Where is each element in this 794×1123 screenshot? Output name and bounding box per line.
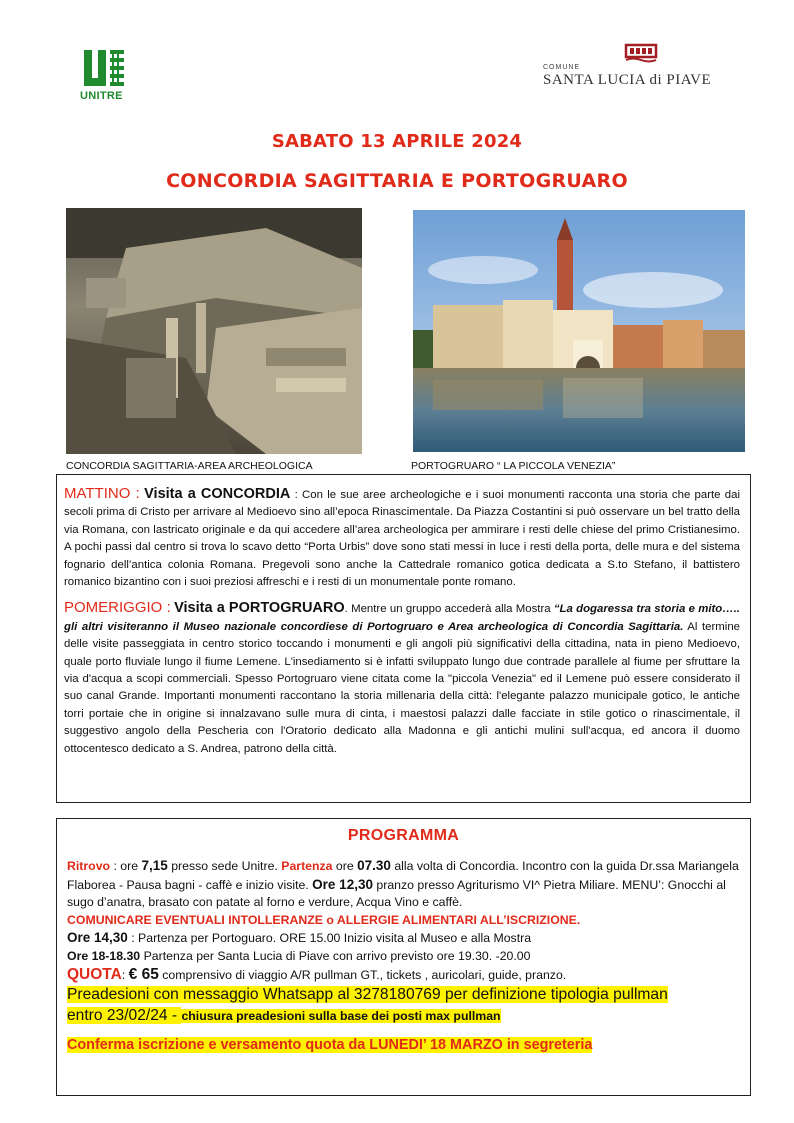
afternoon-label: POMERIGGIO :	[64, 599, 171, 617]
return-time: Ore 18-18.30	[67, 948, 141, 963]
price-line	[67, 966, 740, 985]
confirmation-text: Conferma iscrizione e versamento quota da LUNEDI’ 18 MARZO in segreteria	[67, 1037, 593, 1054]
preregistration-line-2	[67, 1005, 740, 1027]
unitre-label: UNITRE	[80, 90, 123, 102]
afternoon-text-2: Al termine delle visite passeggiata in centro storico toccando i monumenti e gli angoli più significativi della cittadina, nata in pieno Medioevo, quale porto fluviale lungo il fiume Lemene. L'insediamento si è infatti sviluppato lungo due contrade parallele al fiume per sfruttare la via d'acqua a scopi commerciali. Spesso Portogruaro viene citata come la "piccola Venezia" ed il Lemene può essere considerato il suo canal Grande. Importanti monumenti raccontano la storia millenaria della città: l'elegante palazzo municipale gotico, le antiche torri portaie che in origine si innalzavano sulle mura di cinta, i maestosi palazzi dalle facciate in stile gotico o rinascimentale, il suggestivo angolo della Pescheria con l'Oratorio dedicato alla Madonna e gli antichi mulini sull'acqua, ed ancora il duomo ottocentesco dedicato a S. Andrea, patrono della città.	[64, 620, 740, 755]
afternoon-text-1: . Mentre un gruppo accederà alla Mostra	[344, 603, 554, 616]
concordia-photo-caption: CONCORDIA SAGITTARIA-AREA ARCHEOLOGICA	[66, 460, 313, 472]
morning-paragraph	[64, 485, 740, 591]
comune-crest-icon	[624, 43, 658, 65]
comune-small-label: COMUNE	[543, 64, 581, 71]
itinerary-box	[56, 474, 751, 803]
afternoon-exhibition-text: “La dogaressa tra storia e mito….. gli altri visiteranno il Museo nazionale concordiese di Portogruaro e Area archeologica di Concordia Sagittaria.	[64, 603, 740, 633]
afternoon-heading: Visita a PORTOGRUARO	[174, 600, 345, 617]
event-date-title: SABATO 13 APRILE 2024	[271, 131, 523, 152]
preregistration-closing-note: chiusura preadesioni sulla base dei posti max pullman	[181, 1009, 501, 1024]
meeting-label: Ritrovo	[67, 859, 111, 873]
portogruaro-town-photo	[413, 210, 745, 452]
concordia-archaeology-photo	[66, 208, 362, 454]
meeting-place: presso sede Unitre.	[167, 859, 282, 873]
afternoon-time: Ore 14,30	[67, 930, 128, 946]
departure-label: Partenza	[281, 859, 333, 873]
preregistration-text-1: Preadesioni con messaggio Whatsapp al 3278180769 per definizione tipologia pullman	[67, 986, 668, 1004]
departure-prefix: ore	[332, 859, 358, 873]
program-morning-text: alla volta di Concordia. Incontro con la guida Dr.ssa Mariangela Flaborea - Pausa bagni - caffè e inizio visite.	[67, 859, 739, 892]
afternoon-paragraph	[64, 599, 740, 758]
portogruaro-photo-caption: PORTOGRUARO “ LA PICCOLA VENEZIA”	[411, 460, 616, 472]
lunch-time: Ore 12,30	[312, 876, 373, 892]
program-box	[56, 818, 751, 1096]
morning-label: MATTINO :	[64, 485, 140, 502]
price-value: € 65	[128, 965, 159, 983]
preregistration-deadline: entro 23/02/24 -	[67, 1007, 182, 1025]
afternoon-departure-text: : Partenza per Portoguaro. ORE 15.00 Inizio visita al Museo e alla Mostra	[127, 931, 532, 946]
program-meeting-line	[67, 857, 740, 912]
program-afternoon-line	[67, 929, 740, 948]
morning-text: : Con le sue aree archeologiche e i suoi monumenti racconta una storia che parte dai secoli prima di Cristo per arrivare al Medioevo sino all’epoca Rinascimentale. Da Piazza Costantini si può osservare un bel tratto della via Romana, con lastricato originale e da qui accedere all’area archeologica per ammirare i resti delle chiese del primo Cristianesimo. A pochi passi dal centro si trova lo scavo detto “Porta Urbis” dove sono stati messi in luce i resti della porta, delle mura e del sistema fognario dell’antica colonia Romana. Pregevoli sono anche la Cattedrale romanico gotica dedicata a S.to Stefano, il battistero romanico bizantino con i suoi preziosi affreschi e i resti di un monumentale ponte romano.	[64, 489, 740, 589]
program-return-line	[67, 948, 740, 966]
program-title: PROGRAMMA	[347, 827, 460, 844]
meeting-separator: : ore	[110, 859, 142, 873]
meeting-time: 7,15	[141, 858, 168, 873]
event-places-title: CONCORDIA SAGITTARIA E PORTOGRUARO	[166, 170, 628, 192]
comune-name: SANTA LUCIA di PIAVE	[543, 72, 712, 88]
price-includes: comprensivo di viaggio A/R pullman GT., tickets , auricolari, guide, pranzo.	[158, 967, 567, 982]
morning-heading: Visita a CONCORDIA	[144, 486, 291, 502]
lunch-menu-text: pranzo presso Agriturismo VI^ Pietra Miliare. MENU’: Gnocchi al sugo d’anatra, brasato con patate al forno e verdure, Acqua Vino e caffè.	[67, 877, 726, 910]
return-text: Partenza per Santa Lucia di Piave con arrivo previsto ore 19.30. -20.00	[140, 948, 531, 963]
registration-confirmation	[67, 1037, 740, 1053]
departure-time: 07.30	[357, 858, 391, 873]
price-label: QUOTA	[67, 965, 122, 983]
preregistration-line-1	[67, 984, 740, 1005]
price-colon: :	[121, 967, 129, 982]
allergy-notice: COMUNICARE EVENTUALI INTOLLERANZE o ALLERGIE ALIMENTARI ALL’ISCRIZIONE.	[67, 912, 581, 927]
